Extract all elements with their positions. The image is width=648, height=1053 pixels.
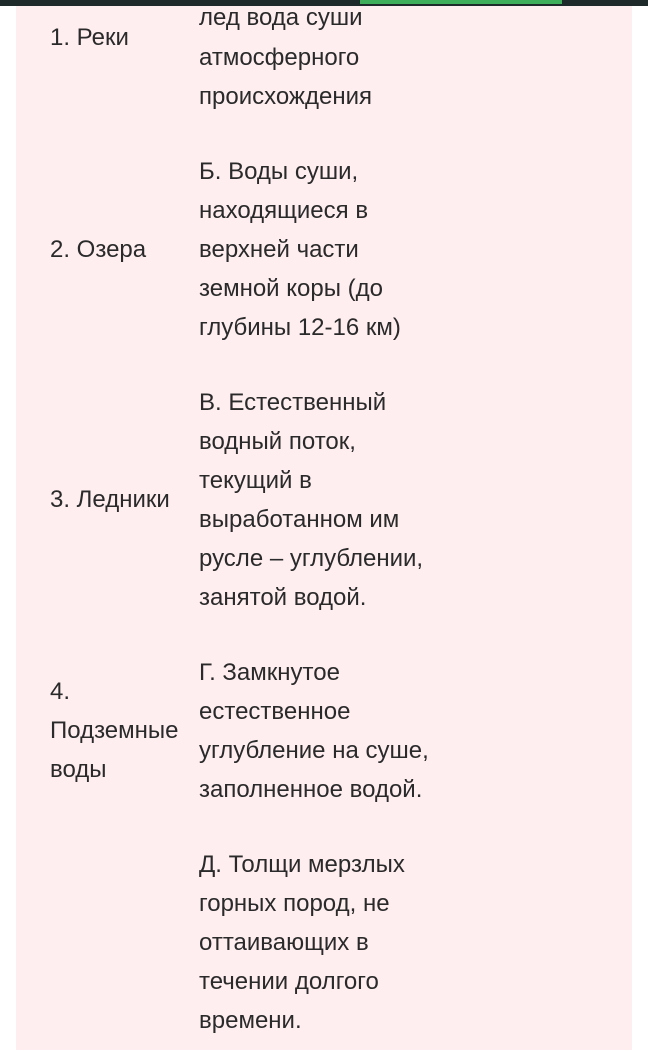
content-panel — [16, 6, 632, 1050]
definition-d-line-2: горных пород, не — [199, 890, 390, 917]
definition-v-line-1: В. Естественный — [199, 389, 387, 416]
definition-g-line-4: заполненное водой. — [199, 776, 423, 803]
left-item-groundwater-line-1: 4. — [50, 678, 71, 705]
left-item-groundwater-line-2: Подземные — [50, 717, 179, 744]
definition-v-line-6: занятой водой. — [199, 584, 367, 611]
definition-a-line-1: лед вода суши — [199, 6, 363, 31]
definition-a-line-3: происхождения — [199, 83, 372, 110]
left-item-lakes: 2. Озера — [50, 236, 147, 263]
definition-b-line-1: Б. Воды суши, — [199, 158, 359, 185]
definition-g-line-3: углубление на суше, — [199, 737, 429, 764]
definition-v-line-2: водный поток, — [199, 428, 356, 455]
definition-d-line-1: Д. Толщи мерзлых — [199, 851, 405, 878]
definition-v-line-3: текущий в — [199, 467, 312, 494]
definition-b-line-4: земной коры (до — [199, 275, 383, 302]
definition-g-line-1: Г. Замкнутое — [199, 659, 340, 686]
definition-b-line-5: глубины 12-16 км) — [199, 314, 401, 341]
definition-d-line-4: течении долгого — [199, 968, 379, 995]
definition-a-line-2: атмосферного — [199, 44, 360, 71]
definition-v-line-5: русле – углублении, — [199, 545, 424, 572]
definition-b-line-2: находящиеся в — [199, 197, 369, 224]
definition-d-line-3: оттаивающих в — [199, 929, 369, 956]
definition-b-line-3: верхней части — [199, 236, 359, 263]
top-accent-bar — [360, 0, 562, 4]
left-item-rivers: 1. Реки — [50, 24, 129, 51]
definition-v-line-4: выработанном им — [199, 506, 400, 533]
left-item-groundwater-line-3: воды — [50, 756, 107, 783]
definition-d-line-5: времени. — [199, 1007, 302, 1034]
definition-g-line-2: естественное — [199, 698, 351, 725]
left-item-glaciers: 3. Ледники — [50, 486, 170, 513]
